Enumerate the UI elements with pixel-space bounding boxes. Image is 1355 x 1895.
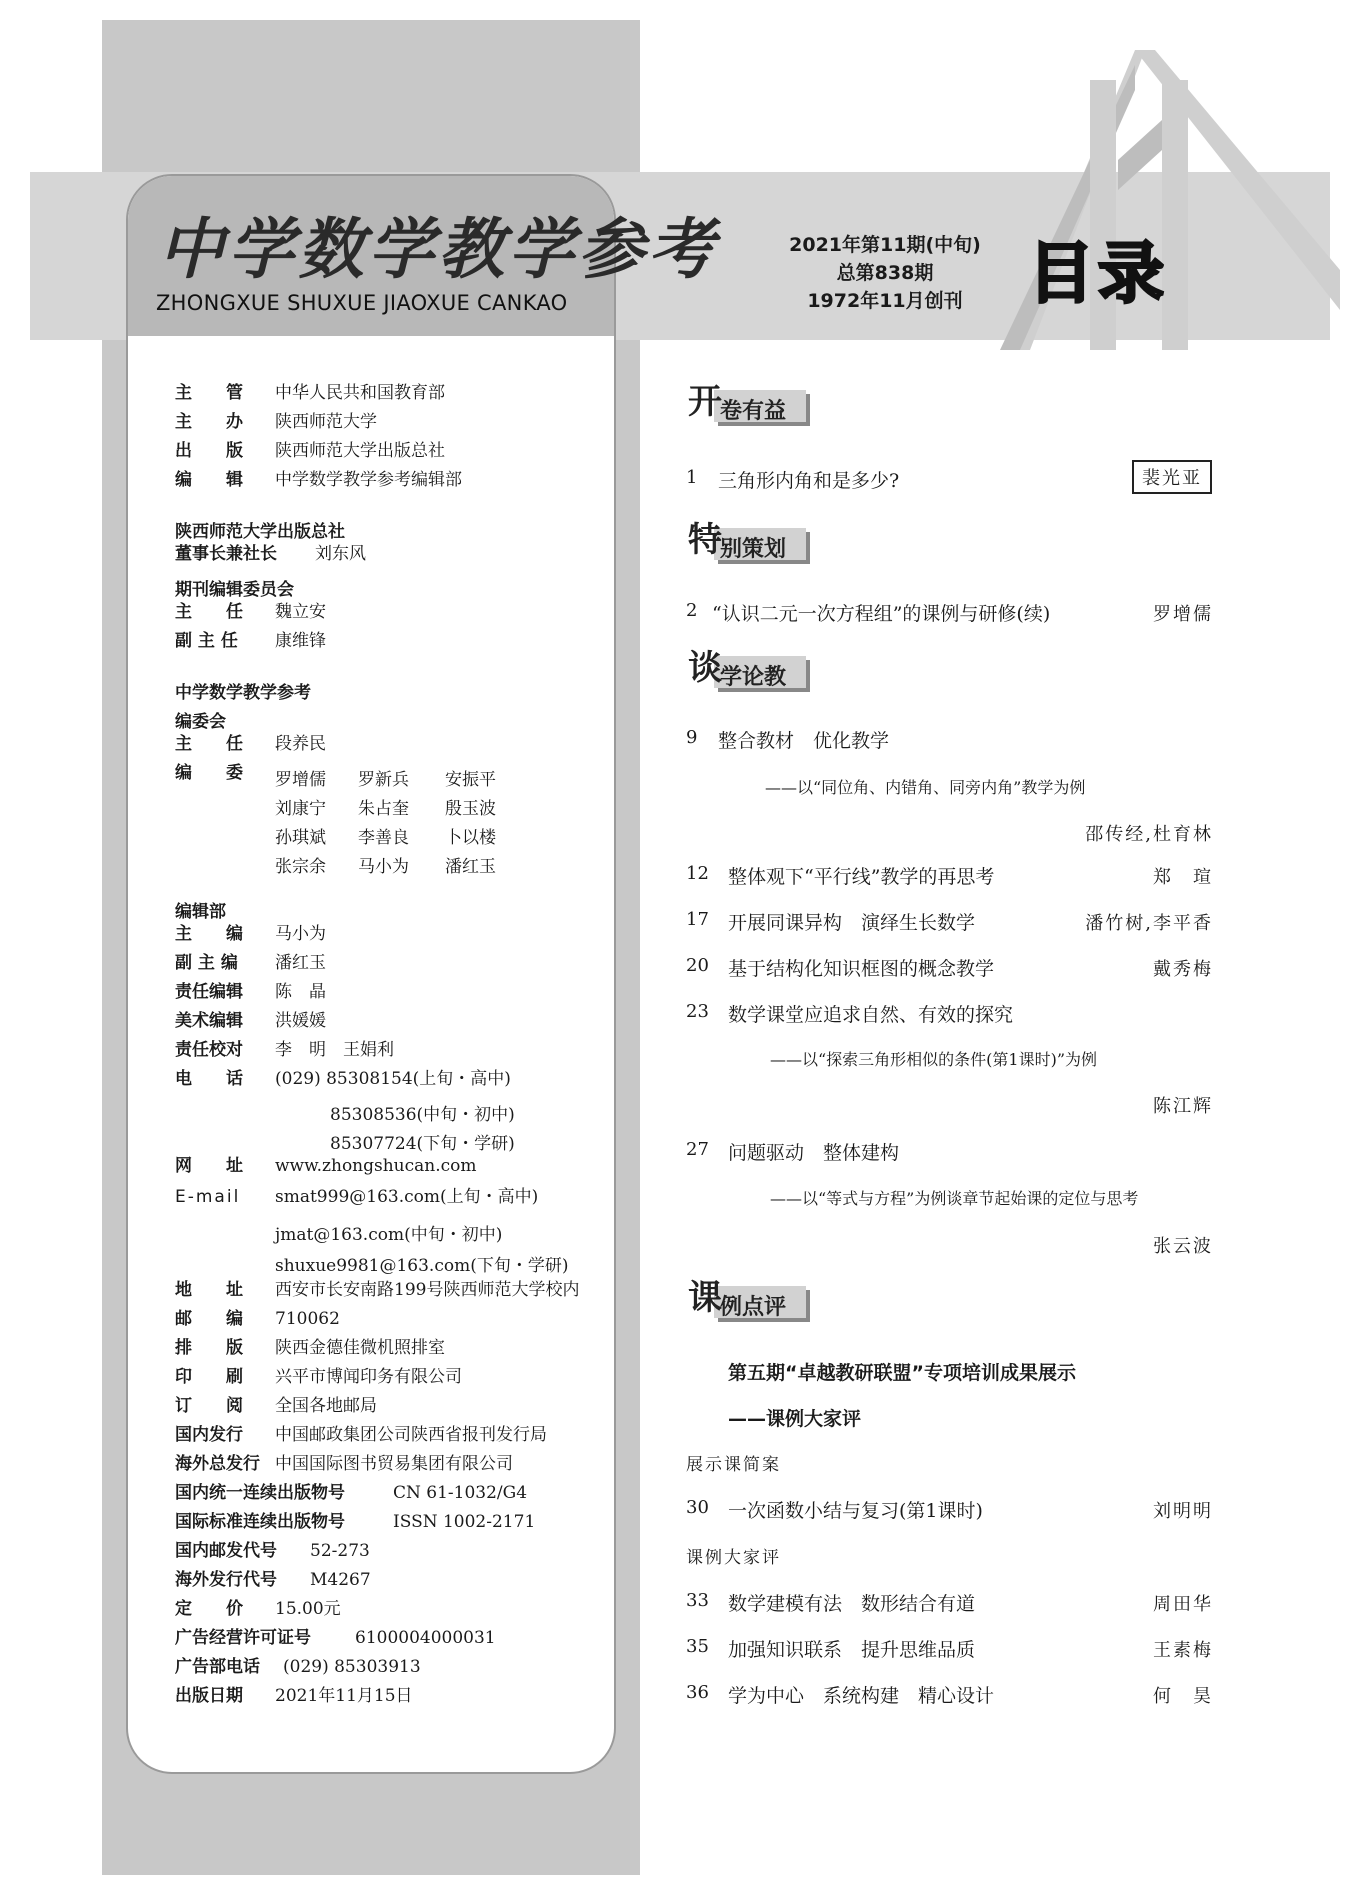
info-row: 国内邮发代号 52-273 [175,1541,370,1561]
toc-title[interactable]: 三角形内角和是多少? [718,470,900,492]
toc-title[interactable]: 基于结构化知识框图的概念教学 [728,958,995,980]
feature-title: 第五期“卓越教研联盟”专项培训成果展示 [728,1362,1076,1384]
subsection-label: 展示课简案 [686,1455,781,1475]
info-row: 责任编辑 陈 晶 [175,982,326,1002]
board-member: 罗新兵 [358,770,409,790]
info-row: 副 主 编 潘红玉 [175,953,326,973]
toc-author: 陈江辉 [1153,1096,1213,1117]
toc-subtitle: ——以“探索三角形相似的条件(第1课时)”为例 [770,1050,1098,1069]
journal-title-calligraphy: 中学数学教学参考 [158,210,718,288]
board-members-label-row: 编 委 [175,763,243,783]
email-link[interactable]: jmat@163.com(中旬・初中) [275,1225,503,1245]
toc-page: 30 [686,1497,709,1518]
board-member: 张宗余 [275,857,326,877]
toc-author: 戴秀梅 [1153,959,1213,980]
info-row: 主 管 中华人民共和国教育部 [175,383,445,403]
info-row: 美术编辑 洪媛媛 [175,1011,326,1031]
board-heading: 中学数学教学参考 [175,683,311,703]
toc-page: 27 [686,1139,709,1160]
toc-title[interactable]: “认识二元一次方程组”的课例与研修(续) [712,603,1051,625]
phone-row: 电 话 (029) 85308154(上旬・高中) [175,1069,511,1089]
email-link[interactable]: smat999@163.com(上旬・高中) [275,1187,539,1207]
info-row: 编 辑 中学数学教学参考编辑部 [175,470,462,490]
feature-subtitle: ——课例大家评 [728,1408,862,1430]
toc-title[interactable]: 整体观下“平行线”教学的再思考 [728,866,995,888]
board-member: 孙琪斌 [275,828,326,848]
board-subheading: 编委会 [175,712,226,732]
info-row: 地 址 西安市长安南路199号陕西师范大学校内 [175,1280,580,1300]
toc-title[interactable]: 加强知识联系 提升思维品质 [728,1639,976,1661]
subsection-label: 课例大家评 [686,1548,781,1568]
info-row: 出版日期 2021年11月15日 [175,1686,413,1706]
toc-title[interactable]: 一次函数小结与复习(第1课时) [728,1500,983,1522]
board-member: 罗增儒 [275,770,326,790]
toc-title[interactable]: 数学课堂应追求自然、有效的探究 [728,1004,1014,1026]
toc-page: 12 [686,863,709,884]
info-row: 国际标准连续出版物号 ISSN 1002-2171 [175,1512,536,1532]
info-row: 排 版 陕西金德佳微机照排室 [175,1338,445,1358]
toc-page: 33 [686,1590,709,1611]
section-head: 特 别策划 [688,520,818,568]
toc-page: 35 [686,1636,709,1657]
toc-title[interactable]: 整合教材 优化教学 [718,730,890,752]
toc-subtitle: ——以“等式与方程”为例谈章节起始课的定位与思考 [770,1189,1139,1208]
toc-author: 王素梅 [1153,1640,1213,1661]
toc-subtitle: ——以“同位角、内错角、同旁内角”教学为例 [765,778,1086,797]
issue-founded: 1972年11月创刊 [807,290,963,312]
board-member: 朱占奎 [358,799,409,819]
toc-author-boxed: 裴光亚 [1132,460,1212,494]
issue-total: 总第838期 [836,262,934,284]
email-row: E-mail smat999@163.com(上旬・高中) [175,1187,539,1207]
toc-author: 张云波 [1153,1236,1213,1257]
info-row: 国内统一连续出版物号 CN 61-1032/G4 [175,1483,528,1503]
dept-heading: 编辑部 [175,902,226,922]
info-row: 海外发行代号 M4267 [175,1570,371,1590]
toc-author: 郑 瑄 [1153,867,1213,888]
section-head: 课 例点评 [688,1278,818,1326]
info-row: 责任校对 李 明 王娟利 [175,1040,394,1060]
toc-author: 邵传经,杜育林 [1085,824,1213,845]
toc-title[interactable]: 问题驱动 整体建构 [728,1142,900,1164]
section-head: 开 卷有益 [688,382,818,430]
toc-page: 17 [686,909,709,930]
toc-page: 23 [686,1001,709,1022]
toc-page: 20 [686,955,709,976]
board-member: 刘康宁 [275,799,326,819]
info-row: 主 办 陕西师范大学 [175,412,377,432]
masthead [128,176,718,336]
info-row: 印 刷 兴平市博闻印务有限公司 [175,1367,462,1387]
info-row: 主 编 马小为 [175,924,326,944]
website-link[interactable]: www.zhongshucan.com [275,1156,477,1176]
issue-date: 2021年第11期(中旬) [789,234,981,256]
info-row: 海外总发行 中国国际图书贸易集团有限公司 [175,1454,513,1474]
toc-author: 刘明明 [1153,1501,1213,1522]
info-row: 广告部电话 (029) 85303913 [175,1657,421,1677]
info-row: 主 任 段养民 [175,734,326,754]
web-row: 网 址 www.zhongshucan.com [175,1156,477,1176]
info-row: 国内发行 中国邮政集团公司陕西省报刊发行局 [175,1425,547,1445]
board-member: 马小为 [358,857,409,877]
toc-title[interactable]: 开展同课异构 演绎生长数学 [728,912,976,934]
email-link[interactable]: shuxue9981@163.com(下旬・学研) [275,1256,569,1276]
info-row: 副 主 任 康维锋 [175,631,326,651]
info-row: 邮 编 710062 [175,1309,340,1329]
toc-title[interactable]: 数学建模有法 数形结合有道 [728,1593,976,1615]
toc-title[interactable]: 学为中心 系统构建 精心设计 [728,1685,995,1707]
info-row: 出 版 陕西师范大学出版总社 [175,441,445,461]
toc-page: 36 [686,1682,709,1703]
toc-author: 何 昊 [1153,1686,1213,1707]
phone-line: 85307724(下旬・学研) [330,1134,515,1154]
publisher-heading: 陕西师范大学出版总社 [175,522,345,542]
board-member: 潘红玉 [445,857,496,877]
info-row: 董事长兼社长 刘东风 [175,544,366,564]
board-member: 殷玉波 [445,799,496,819]
board-member: 卜以楼 [445,828,496,848]
board-member: 李善良 [358,828,409,848]
toc-page: 1 [686,467,698,488]
journal-title-pinyin: ZHONGXUE SHUXUE JIAOXUE CANKAO [156,291,568,315]
toc-author: 罗增儒 [1153,604,1213,625]
toc-author: 潘竹树,李平香 [1085,913,1213,934]
section-head: 谈 学论教 [688,648,818,696]
toc-author: 周田华 [1153,1594,1213,1615]
phone-line: 85308536(中旬・初中) [330,1105,515,1125]
committee-heading: 期刊编辑委员会 [175,580,294,600]
contents-heading: 目录 [1028,235,1168,312]
info-row: 定 价 15.00元 [175,1599,341,1619]
toc-page: 2 [686,600,698,621]
board-member: 安振平 [445,770,496,790]
info-row: 广告经营许可证号 6100004000031 [175,1628,496,1648]
toc-page: 9 [686,727,698,748]
info-row: 订 阅 全国各地邮局 [175,1396,377,1416]
info-row: 主 任 魏立安 [175,602,326,622]
